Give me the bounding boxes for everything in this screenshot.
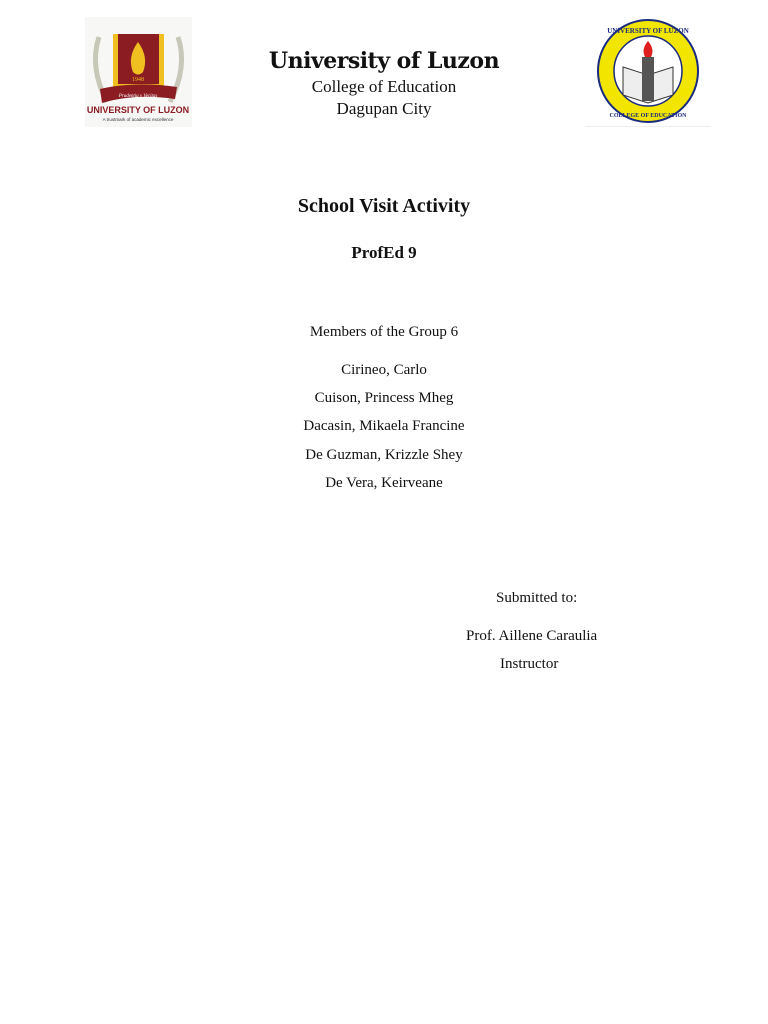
- instructor-role: Instructor: [500, 656, 559, 672]
- instructor-name: Prof. Aillene Caraulia: [466, 628, 598, 644]
- svg-text:UNIVERSITY OF LUZON: UNIVERSITY OF LUZON: [86, 105, 190, 115]
- member-item: Dacasin, Mikaela Francine: [303, 418, 465, 434]
- member-item: Cuison, Princess Mheg: [314, 390, 454, 406]
- college-seal-logo: [585, 17, 711, 127]
- city-name: Dagupan City: [336, 99, 432, 118]
- submitted-to-label: Submitted to:: [496, 590, 578, 606]
- college-name: College of Education: [311, 77, 457, 96]
- members-heading: Members of the Group 6: [309, 324, 459, 340]
- member-item: De Vera, Keirveane: [325, 475, 443, 491]
- university-name: University of Luzon: [268, 48, 500, 74]
- svg-text:1948: 1948: [132, 77, 144, 83]
- member-item: De Guzman, Krizzle Shey: [305, 447, 463, 463]
- svg-text:COLLEGE OF EDUCATION: COLLEGE OF EDUCATION: [609, 113, 687, 119]
- svg-text:Prudentia y Veritas: Prudentia y Veritas: [118, 94, 158, 99]
- university-logo: [85, 17, 192, 127]
- svg-text:UNIVERSITY OF LUZON: UNIVERSITY OF LUZON: [607, 27, 689, 35]
- member-item: Cirineo, Carlo: [341, 362, 427, 378]
- svg-text:A trustmark of academic excell: A trustmark of academic excellence: [102, 117, 174, 122]
- subject-code: ProfEd 9: [351, 243, 417, 262]
- document-title: School Visit Activity: [297, 195, 471, 217]
